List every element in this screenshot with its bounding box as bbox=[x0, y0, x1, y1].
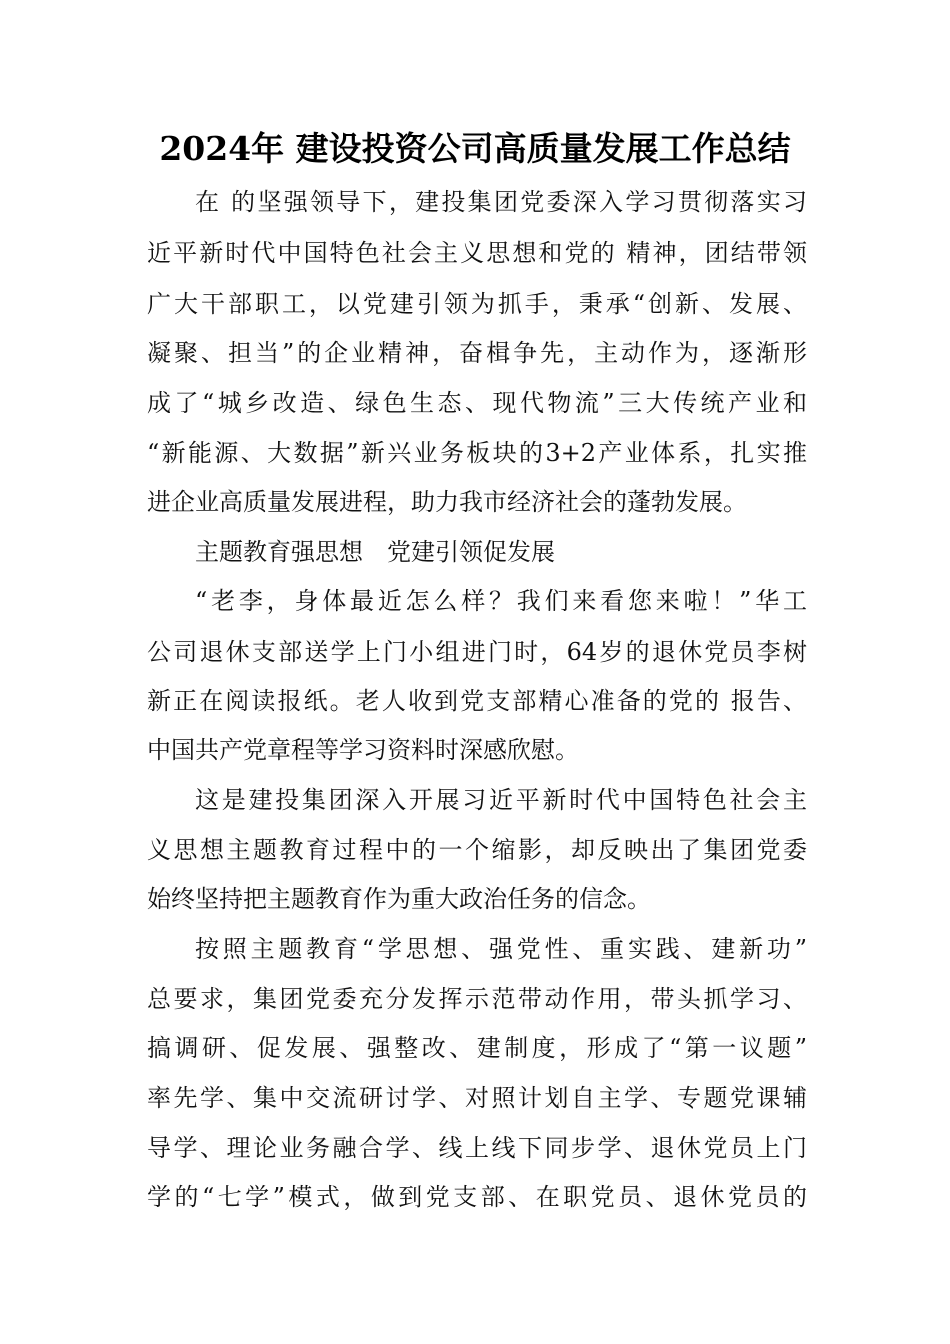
paragraph-line: 学的“七学”模式，做到党支部、在职党员、退休党员的 bbox=[147, 1183, 807, 1211]
paragraph-line: 广大干部职工，以党建引领为抓手，秉承“创新、发展、 bbox=[147, 290, 807, 318]
section-heading: 主题教育强思想 党建引领促发展 bbox=[195, 538, 555, 566]
paragraph-line: 新正在阅读报纸。老人收到党支部精心准备的党的 报告、 bbox=[147, 687, 807, 715]
paragraph-line: 近平新时代中国特色社会主义思想和党的 精神，团结带领 bbox=[147, 239, 807, 267]
paragraph-line: 导学、理论业务融合学、线上线下同步学、退休党员上门 bbox=[147, 1134, 807, 1162]
paragraph-line: 搞调研、促发展、强整改、建制度，形成了“第一议题” bbox=[147, 1034, 807, 1062]
paragraph-line: “新能源、大数据”新兴业务板块的3+2产业体系，扎实推 bbox=[147, 439, 807, 467]
paragraph-line: 进企业高质量发展进程，助力我市经济社会的蓬勃发展。 bbox=[147, 488, 747, 516]
paragraph-line: 成了“城乡改造、绿色生态、现代物流”三大传统产业和 bbox=[147, 389, 807, 417]
paragraph-line: 率先学、集中交流研讨学、对照计划自主学、专题党课辅 bbox=[147, 1084, 807, 1112]
paragraph-line: 这是建投集团深入开展习近平新时代中国特色社会主 bbox=[195, 786, 807, 814]
paragraph-line: 中国共产党章程等学习资料时深感欣慰。 bbox=[147, 736, 579, 764]
paragraph-line: 始终坚持把主题教育作为重大政治任务的信念。 bbox=[147, 885, 651, 913]
document-title: 2024年 建设投资公司高质量发展工作总结 bbox=[159, 129, 791, 168]
paragraph-line: 在 的坚强领导下，建投集团党委深入学习贯彻落实习 bbox=[195, 188, 807, 216]
paragraph-line: 公司退休支部送学上门小组进门时，64岁的退休党员李树 bbox=[147, 638, 807, 666]
paragraph-line: “老李，身体最近怎么样？我们来看您来啦！”华工 bbox=[195, 587, 807, 615]
paragraph-line: 凝聚、担当”的企业精神，奋楫争先，主动作为，逐渐形 bbox=[147, 339, 807, 367]
paragraph-line: 义思想主题教育过程中的一个缩影，却反映出了集团党委 bbox=[147, 836, 807, 864]
paragraph-line: 按照主题教育“学思想、强党性、重实践、建新功” bbox=[195, 935, 807, 963]
paragraph-line: 总要求，集团党委充分发挥示范带动作用，带头抓学习、 bbox=[147, 985, 807, 1013]
